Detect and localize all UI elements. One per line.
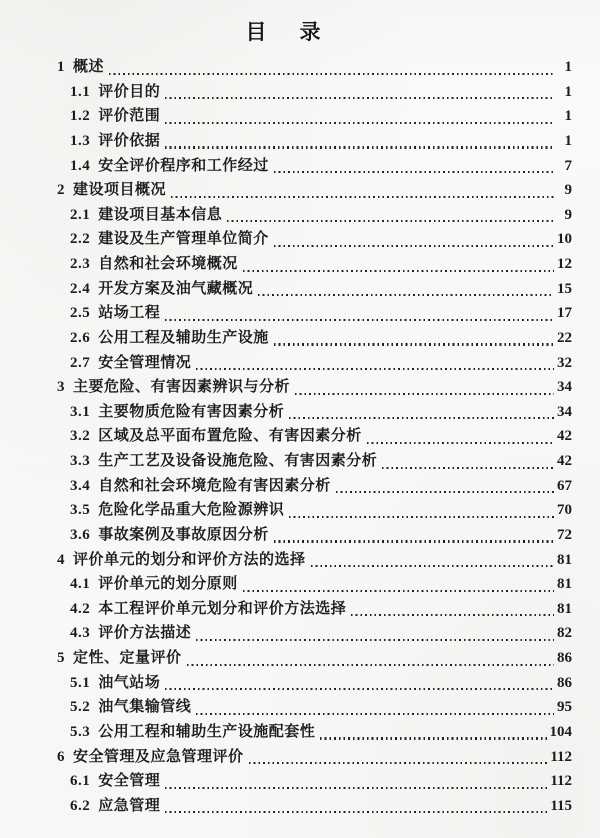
toc-entry (0, 597, 572, 622)
toc-entry (0, 745, 572, 770)
toc-entry-label: 主要物质危险有害因素分析 (98, 403, 285, 420)
toc-entry-label: 危险化学品重大危险源辨识 (98, 502, 285, 519)
dot-leader (182, 646, 557, 671)
toc-entry-page: 34 (557, 379, 572, 396)
page-title: 目 录 (245, 20, 327, 44)
toc-entry-label: 油气集输管线 (98, 699, 192, 716)
toc-entry-label: 区域及总平面布置危险、有害因素分析 (98, 428, 362, 445)
toc-entry-page: 81 (557, 576, 572, 593)
toc-entry-page: 12 (557, 256, 572, 272)
toc-entry-page: 9 (564, 206, 572, 223)
toc-entry-page: 1 (564, 83, 572, 100)
toc-entry-number: 2.5 (70, 305, 91, 322)
toc-entry-page: 22 (557, 329, 572, 346)
toc-entry-number: 6 (57, 748, 65, 765)
toc-entry-number: 3.2 (70, 428, 91, 445)
toc-entry-label: 公用工程和辅助生产设施配套性 (98, 723, 316, 740)
toc-entry (0, 720, 572, 745)
toc-entry-page: 86 (557, 674, 572, 691)
toc-entry-number: 5.1 (70, 674, 91, 691)
dot-leader (160, 794, 550, 819)
toc-entry-number: 5 (57, 650, 65, 666)
toc-entry (0, 424, 572, 449)
toc-entry-label: 安全管理及应急管理评价 (73, 748, 244, 765)
dot-leader (222, 203, 558, 228)
toc-list (0, 55, 572, 818)
toc-entry-label: 安全管理情况 (98, 354, 192, 371)
toc-entry (0, 252, 572, 277)
toc-entry (0, 498, 572, 523)
toc-entry (0, 646, 572, 671)
dot-leader (104, 55, 558, 80)
toc-entry (0, 548, 572, 573)
toc-entry-number: 5.3 (70, 723, 91, 740)
toc-entry-label: 油气站场 (98, 674, 161, 691)
toc-entry-number: 3.1 (70, 403, 91, 420)
toc-entry-number: 4.1 (70, 576, 91, 593)
toc-entry (0, 449, 572, 474)
toc-entry-label: 概述 (73, 59, 105, 75)
toc-entry-number: 1.2 (70, 108, 91, 125)
toc-entry-label: 建设项目概况 (73, 182, 167, 199)
toc-entry-page: 70 (557, 502, 572, 519)
toc-entry (0, 326, 572, 351)
toc-entry-number: 1.1 (70, 83, 91, 100)
dot-leader (269, 523, 557, 548)
toc-entry-page: 42 (557, 453, 572, 469)
toc-entry-page: 95 (557, 699, 572, 716)
dot-leader (166, 178, 558, 203)
toc-entry (0, 375, 572, 400)
toc-entry-number: 3.6 (70, 526, 91, 543)
dot-leader (284, 400, 557, 425)
toc-entry-page: 72 (557, 526, 572, 543)
toc-entry-label: 自然和社会环境危险有害因素分析 (98, 477, 331, 494)
toc-entry-page: 1 (564, 59, 572, 75)
toc-entry (0, 104, 572, 129)
toc-entry-label: 评价依据 (98, 132, 161, 149)
toc-entry-label: 本工程评价单元划分和评价方法选择 (98, 600, 347, 617)
toc-entry-number: 6.2 (70, 797, 91, 814)
toc-entry (0, 301, 572, 326)
toc-entry-page: 81 (557, 600, 572, 617)
dot-leader (160, 301, 557, 326)
toc-entry (0, 227, 572, 252)
toc-entry-page: 32 (557, 354, 572, 371)
toc-entry-page: 1 (564, 132, 572, 149)
toc-entry-page: 112 (550, 748, 572, 765)
dot-leader (160, 129, 558, 154)
dot-leader (269, 326, 557, 351)
toc-entry-page: 82 (557, 625, 572, 642)
toc-entry (0, 695, 572, 720)
toc-entry-page: 81 (557, 551, 572, 568)
toc-entry-number: 3.4 (70, 477, 91, 494)
dot-leader (269, 227, 557, 252)
toc-entry-label: 建设项目基本信息 (98, 206, 223, 223)
toc-entry-label: 自然和社会环境概况 (98, 256, 238, 272)
dot-leader (315, 720, 549, 745)
dot-leader (160, 671, 557, 696)
dot-leader (160, 104, 558, 129)
dot-leader (284, 498, 557, 523)
toc-entry-label: 安全管理 (98, 773, 161, 790)
toc-entry-label: 公用工程及辅助生产设施 (98, 329, 269, 346)
toc-entry (0, 400, 572, 425)
toc-entry (0, 351, 572, 376)
toc-entry-number: 1.4 (70, 157, 91, 174)
toc-entry-number: 1.3 (70, 132, 91, 149)
toc-entry (0, 769, 572, 794)
toc-entry-number: 2.4 (70, 280, 91, 297)
dot-leader (290, 375, 557, 400)
toc-entry (0, 178, 572, 203)
toc-entry-number: 2.7 (70, 354, 91, 371)
dot-leader (269, 154, 558, 179)
toc-entry-label: 评价单元的划分原则 (98, 576, 238, 593)
toc-entry-number: 4 (57, 551, 65, 568)
toc-entry-page: 34 (557, 403, 572, 420)
toc-entry-label: 事故案例及事故原因分析 (98, 526, 269, 543)
toc-entry-number: 2.3 (70, 256, 91, 272)
toc-entry-label: 评价目的 (98, 83, 161, 100)
dot-leader (377, 449, 557, 474)
toc-entry-number: 2.6 (70, 329, 91, 346)
dot-leader (160, 80, 558, 105)
toc-entry-label: 评价范围 (98, 108, 161, 125)
dot-leader (238, 572, 557, 597)
dot-leader (253, 277, 557, 302)
toc-entry-number: 2 (57, 182, 65, 199)
toc-entry (0, 277, 572, 302)
toc-entry-label: 评价单元的划分和评价方法的选择 (73, 551, 306, 568)
toc-entry-number: 4.2 (70, 600, 91, 617)
toc-entry-number: 5.2 (70, 699, 91, 716)
toc-entry-number: 4.3 (70, 625, 91, 642)
toc-entry (0, 80, 572, 105)
toc-entry-number: 3 (57, 379, 65, 396)
toc-entry-page: 86 (557, 650, 572, 666)
toc-entry-label: 定性、定量评价 (73, 650, 182, 666)
toc-entry-number: 3.3 (70, 453, 91, 469)
toc-entry-page: 42 (557, 428, 572, 445)
toc-entry-number: 6.1 (70, 773, 91, 790)
toc-entry-page: 104 (549, 723, 572, 740)
toc-entry (0, 154, 572, 179)
toc-entry-page: 10 (557, 231, 572, 248)
toc-entry (0, 794, 572, 819)
dot-leader (191, 695, 557, 720)
toc-entry-label: 开发方案及油气藏概况 (98, 280, 254, 297)
toc-entry (0, 474, 572, 499)
dot-leader (160, 769, 550, 794)
dot-leader (238, 252, 557, 277)
toc-entry-label: 应急管理 (98, 797, 161, 814)
toc-entry-number: 3.5 (70, 502, 91, 519)
toc-entry-label: 评价方法描述 (98, 625, 192, 642)
dot-leader (331, 474, 557, 499)
toc-entry-page: 112 (550, 773, 572, 790)
dot-leader (346, 597, 557, 622)
dot-leader (362, 424, 557, 449)
dot-leader (306, 548, 557, 573)
dot-leader (191, 351, 557, 376)
dot-leader (244, 745, 551, 770)
toc-entry-label: 主要危险、有害因素辨识与分析 (73, 379, 291, 396)
toc-entry-page: 9 (564, 182, 572, 199)
toc-entry-page: 67 (557, 477, 572, 494)
dot-leader (191, 621, 557, 646)
toc-entry-label: 建设及生产管理单位简介 (98, 231, 269, 248)
toc-entry (0, 55, 572, 80)
toc-entry (0, 523, 572, 548)
toc-entry-number: 2.2 (70, 231, 91, 248)
toc-entry (0, 572, 572, 597)
toc-entry (0, 129, 572, 154)
toc-entry-page: 1 (564, 108, 572, 125)
toc-entry-page: 7 (564, 157, 572, 174)
toc-entry-label: 站场工程 (98, 305, 161, 322)
toc-entry (0, 671, 572, 696)
toc-entry-label: 安全评价程序和工作经过 (98, 157, 269, 174)
toc-entry-number: 2.1 (70, 206, 91, 223)
toc-entry-number: 1 (57, 59, 65, 75)
toc-entry-page: 115 (550, 797, 572, 814)
toc-entry-label: 生产工艺及设备设施危险、有害因素分析 (98, 453, 378, 469)
toc-entry-page: 17 (557, 305, 572, 322)
toc-entry (0, 621, 572, 646)
toc-entry-page: 15 (557, 280, 572, 297)
toc-entry (0, 203, 572, 228)
